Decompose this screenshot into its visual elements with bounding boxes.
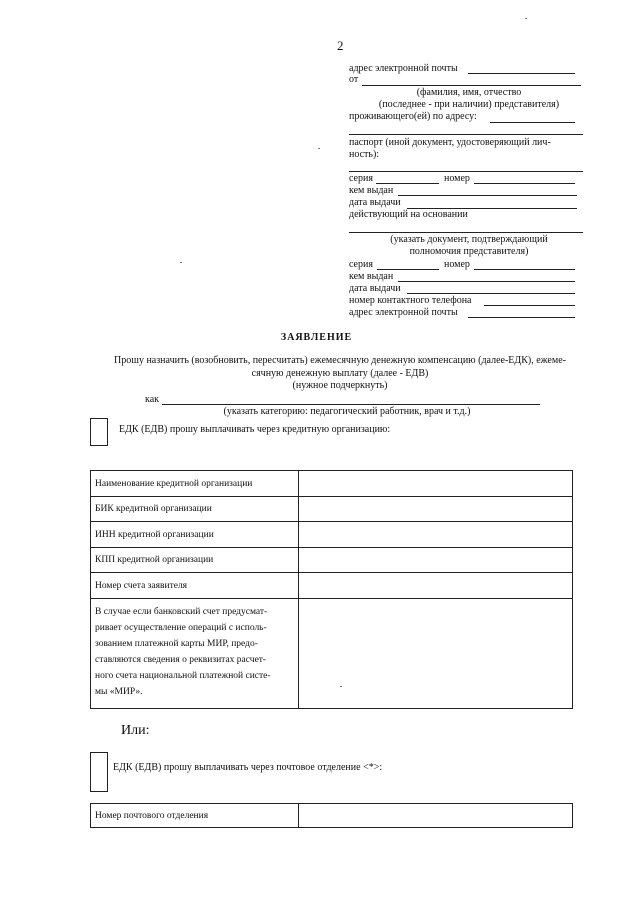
table-row [91, 573, 573, 599]
inn-input[interactable] [299, 522, 573, 548]
email-top-field[interactable] [468, 73, 575, 74]
bank-option-checkbox[interactable] [90, 418, 108, 446]
issued-by-field[interactable] [398, 195, 577, 196]
scan-speck [318, 148, 320, 149]
statement-title: ЗАЯВЛЕНИЕ [280, 332, 353, 343]
issue-date-label-2: дата выдачи [349, 283, 401, 294]
as-label: как [145, 394, 160, 405]
issued-by-label: кем выдан [349, 185, 394, 196]
fio-note-1: (фамилия, имя, отчество [416, 87, 522, 98]
series-label-2: серия [349, 259, 373, 270]
issue-date-field-2[interactable] [407, 293, 575, 294]
table-row [91, 548, 573, 573]
bank-option-label: ЕДК (ЕДВ) прошу выплачивать через кредитную организацию: [119, 424, 391, 435]
number-label-2: номер [444, 259, 470, 270]
email-bottom-field[interactable] [468, 317, 575, 318]
table-row [91, 522, 573, 548]
series-field-2[interactable] [377, 269, 439, 270]
mir-card-note: В случае если банковский счет предусмат- ривает осуществление операций с исполь- зованием платежной карты МИР, предо- ставляются сведения о реквизитах расчет- ного счета национальной платежной систе- мы «МИР». [91, 599, 299, 709]
statement-line-1: Прошу назначить (возобновить, пересчитать) ежемесячную денежную компенсацию (далее-ЕДК), ежеме- [114, 355, 566, 366]
email-top-label: адрес электронной почты [349, 63, 458, 74]
scan-speck [525, 18, 527, 19]
phone-label: номер контактного телефона [349, 295, 472, 306]
passport-field[interactable] [349, 171, 583, 172]
issued-by-label-2: кем выдан [349, 271, 394, 282]
basis-field[interactable] [349, 232, 583, 233]
or-label: Или: [121, 723, 150, 738]
scan-speck [180, 262, 182, 263]
address-field-1[interactable] [490, 122, 575, 123]
account-number-label: Номер счета заявителя [91, 573, 299, 599]
issued-by-field-2[interactable] [398, 281, 575, 282]
statement-line-2: сячную денежную выплату (далее - ЕДВ) [251, 368, 429, 379]
table-row [91, 497, 573, 522]
account-number-input[interactable] [299, 573, 573, 599]
kpp-input[interactable] [299, 548, 573, 573]
from-label: от [349, 74, 359, 85]
post-office-number-label: Номер почтового отделения [91, 804, 299, 828]
bank-name-label: Наименование кредитной организации [91, 471, 299, 497]
post-option-checkbox[interactable] [90, 752, 108, 792]
inn-label: ИНН кредитной организации [91, 522, 299, 548]
number-field[interactable] [474, 183, 575, 184]
from-field[interactable] [362, 85, 581, 86]
basis-label: действующий на основании [349, 209, 468, 220]
table-row [91, 804, 573, 828]
fio-note-2: (последнее - при наличии) представителя) [378, 99, 560, 110]
kpp-label: КПП кредитной организации [91, 548, 299, 573]
bik-label: БИК кредитной организации [91, 497, 299, 522]
address-label: проживающего(ей) по адресу: [349, 111, 477, 122]
statement-line-3: (нужное подчеркнуть) [292, 380, 388, 391]
table-row [91, 471, 573, 497]
bik-input[interactable] [299, 497, 573, 522]
scan-speck [340, 686, 342, 687]
post-details-table [90, 803, 573, 828]
email-bottom-label: адрес электронной почты [349, 307, 458, 318]
address-field-2[interactable] [349, 134, 583, 135]
page-number: 2 [337, 38, 344, 53]
bank-name-input[interactable] [299, 471, 573, 497]
number-field-2[interactable] [474, 269, 575, 270]
phone-field[interactable] [484, 305, 575, 306]
bank-details-table [90, 470, 573, 709]
passport-line-2: ность): [349, 149, 380, 160]
number-label: номер [444, 173, 470, 184]
table-row [91, 599, 573, 709]
series-label: серия [349, 173, 373, 184]
passport-line-1: паспорт (иной документ, удостоверяющий лич- [349, 137, 551, 148]
series-field[interactable] [376, 183, 439, 184]
issue-date-label: дата выдачи [349, 197, 401, 208]
doc-note-1: (указать документ, подтверждающий [390, 234, 548, 245]
category-field[interactable] [162, 404, 540, 405]
mir-account-input[interactable] [299, 599, 573, 709]
post-office-number-input[interactable] [299, 804, 573, 828]
post-option-label: ЕДК (ЕДВ) прошу выплачивать через почтовое отделение <*>: [113, 762, 383, 773]
category-note: (указать категорию: педагогический работник, врач и т.д.) [223, 406, 471, 417]
doc-note-2: полномочия представителя) [409, 246, 529, 257]
